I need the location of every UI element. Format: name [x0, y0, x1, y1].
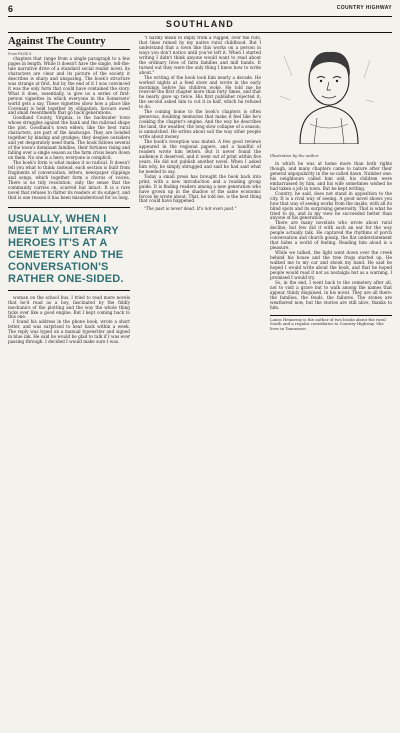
article-body-right — [270, 162, 392, 311]
page-number: 6 — [8, 4, 14, 14]
paragraph: "I hardly mean to imply from a rugged, over the ruts, that lines ruined by my native rural childhood. But I understand that a town like this works on a person in ways you don't notice until you've left it. When I started writing I didn't think anyone would want to read about the ordinary lives of farm families and mill hands. It turned out they were the only thing I knew how to write about." — [139, 36, 261, 75]
paragraph: The writing of the book took him nearly a decade. He worked nights at a feed store and wrote in the early mornings before his children woke. He told me he rewrote the first chapter more than forty times, and that he nearly gave up twice. His first publisher rejected it; the second asked him to cut it in half, which he refused to do. — [139, 74, 261, 110]
paragraph: in which he was at home more than both rights though, and many chapters came to nature after their general unpopularity in the so-called dawn. Number one: his neighbours called him odd, his children were embarrassed by him, and his wife sometimes wished he had taken a job in town. But he kept writing. — [270, 161, 392, 191]
publication-name: COUNTRY HIGHWAY — [336, 5, 392, 11]
article-body-left-after-quote — [8, 296, 130, 346]
column-right — [270, 36, 392, 726]
paragraph: The coming home to the book's chapters is often generous, doubling memories that make it feel like he's cooking the chapter's engine. And the way he describes the land, the weather, the long slow collapse of a season, is unmatched. He writes about soil the way other people write about money. — [139, 109, 261, 140]
author-illustration — [270, 36, 388, 144]
paragraph: So, in the end, I went back to the cemetery after all, not to visit a grave but to walk among the names that appear, thinly disguised, in his novel. They are all there: the families, the feuds, the failures. The stones are weathered now, but the stories are still alive, thanks to him. — [270, 279, 392, 310]
author-bio-text: Laura Hennessy is the author of two books about the rural South and a regular contributor to Country Highway. She lives in Tennessee. — [270, 316, 386, 331]
paragraph: woman on the school bus. I tried to read more novels that he'd read as a boy, fascinated by the fiddly mechanics of the plotting and the way the whole thing ticks over like a good engine. But I kept coming back to this one. — [8, 294, 130, 320]
column-left — [8, 36, 130, 726]
section-title: SOUTHLAND — [165, 19, 235, 29]
paragraph: The book's reception was muted. A few good reviews appeared in the regional papers, and a handful of readers wrote him letters. But it never found the audience it deserved, and it went out of print within five years. He did not publish another novel. When I asked him why, he simply shrugged and said he had said what he needed to say. — [139, 139, 261, 174]
header-bar — [8, 4, 392, 16]
author-bio — [270, 315, 392, 332]
paragraph: Goodland County, Virginia, is the backwater town whose struggles against the bank and the railroad shape the plot. Goodland's town elders, like the best rural characters, are part of the landscape. They are bonded together by kinship and grudges; they despise outsiders and yet desperately need them. The book follows several of the town's dominant families, their fortunes rising and falling over a single season as the farm crisis bears down on them. No one is a hero; everyone is complicit. — [8, 115, 130, 161]
column-middle — [139, 36, 261, 726]
paragraph: chapters that range from a single paragraph to a few pages in length. While it doesn't have the single, tell-the-tale narrative drive of a standard social realist novel, its characters are clear and its picture of the society it describes is sharp and unsparing. The book's structure was strange at first, but by the end of it I was convinced it was the only form that could have contained the story. What it does, essentially, is give us a series of first-person vignettes in which everyone in the Somersets' world gets a say. These vignettes show how a place like Covenant is held together by obligation, favours owed and small resentments that go back generations. — [8, 56, 130, 116]
paragraph: While we talked, the light went down over the creek behind his house and the tree frogs started up. He walked me to my car and shook my hand. He said he hoped I would write about the book, and that he hoped people would read it not as nostalgia but as a warning. I promised I would try. — [270, 250, 392, 280]
paragraph: I found his address in the phone book, wrote a short letter, and was surprised to hear back within a week. The reply was typed on a manual typewriter and signed in blue ink. He said he would be glad to talk if I was ever passing through. I decided I would make sure I was. — [8, 319, 130, 345]
jump-line: From PAGE 5 — [8, 52, 32, 56]
paragraph: The book's form is what makes it so radical. It doesn't tell you what to think; instead, each section is built from fragments of conversation, letters, newspaper clippings and songs, which together form a chorus of voices. There is no tidy resolution, only the sense that the community carries on, scarred but intact. It is a rare novel that refuses to flatter its readers or its subject, and that is one reason it has been misunderstood for so long. — [8, 160, 130, 200]
closing-quote: "The past is never dead. It's not even past." — [144, 206, 237, 212]
header-rule — [8, 16, 392, 17]
paragraph: There are many novelists who wrote about rural decline, but few did it with such an ear for the way people actually talk. He captured the rhythms of porch conversation and church gossip, the flat understatement that hides a world of feeling. Reading him aloud is a pleasure. — [270, 220, 392, 251]
paragraph: Today a small press has brought the book back into print, with a new introduction and a reading group guide. It is finding readers among a new generation who have grown up in the shadow of the same economic forces he wrote about. That, he told me, is the best thing that could have happened. — [139, 173, 261, 204]
paragraph: Country, he said, does not stand in opposition to the city. It is a rival way of seeing. A good novel shows you how that way of seeing works from the inside, with all its blind spots and its surprising generosity. That is what he tried to do, and in my view he succeeded better than anyone of his generation. — [270, 190, 392, 221]
article-body-middle — [139, 36, 261, 212]
article-body-left — [8, 57, 130, 201]
pull-quote: USUALLY, WHEN I MEET MY LITERARY HEROES IT'S AT A CEMETERY AND THE CONVERSATION'S RATHER ONE-SIDED. — [8, 207, 130, 291]
column-title: Against The Country — [8, 36, 130, 50]
illustration-credit: Illustration by the author — [270, 153, 319, 158]
section-rule — [8, 32, 392, 33]
